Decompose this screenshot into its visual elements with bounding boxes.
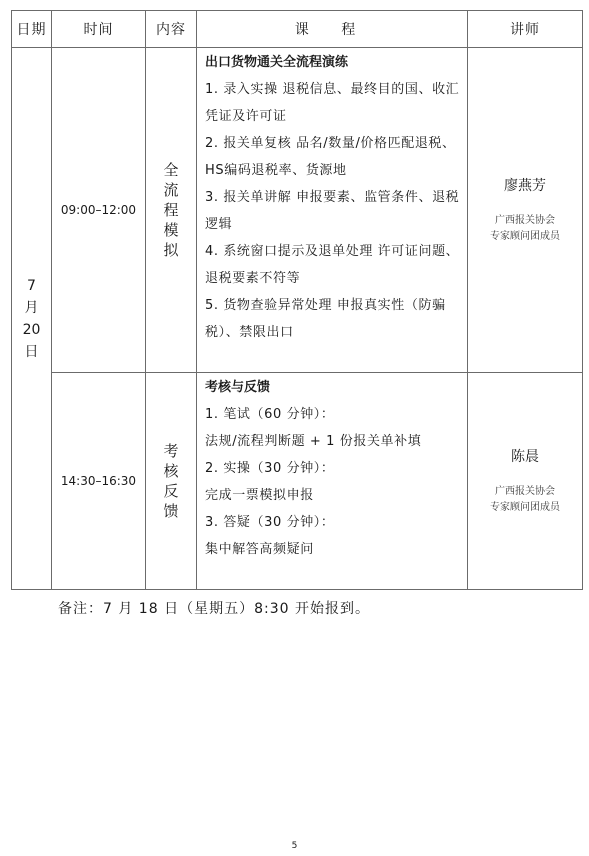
header-course: 课 程	[197, 11, 468, 48]
course-item: 3. 答疑（30 分钟）：	[205, 515, 335, 530]
page-number: 5	[291, 841, 298, 851]
course-title: 考核与反馈	[205, 380, 271, 395]
header-teacher: 讲师	[468, 11, 583, 48]
registration-note: 备注：7 月 18 日（星期五）8:30 开始报到。	[58, 601, 370, 617]
course-item: 3. 报关单讲解 申报要素、监管条件、退税逻辑	[205, 190, 460, 232]
teacher-cell	[468, 373, 583, 590]
content-label: 全流程模拟	[163, 161, 179, 259]
date-day-char: 日	[24, 343, 39, 360]
course-item: 集中解答高频疑问	[205, 542, 314, 557]
course-item: 5. 货物查验异常处理 申报真实性（防骗税）、禁限出口	[205, 298, 446, 340]
teacher-cell	[468, 48, 583, 373]
teacher-org: 广西报关协会	[495, 486, 555, 497]
course-title: 出口货物通关全流程演练	[205, 55, 349, 70]
date-cell	[12, 48, 52, 590]
course-item: 4. 系统窗口提示及退单处理 许可证问题、退税要素不符等	[205, 244, 460, 286]
content-cell	[146, 373, 197, 590]
schedule-table	[11, 10, 583, 590]
course-cell	[197, 373, 468, 590]
course-cell	[197, 48, 468, 373]
table-row	[12, 373, 583, 590]
content-cell	[146, 48, 197, 373]
time-cell: 14:30–16:30	[52, 373, 146, 590]
course-item: 完成一票模拟申报	[205, 488, 314, 503]
course-item: 1. 录入实操 退税信息、最终目的国、收汇凭证及许可证	[205, 82, 460, 124]
course-item: 2. 报关单复核 品名/数量/价格匹配退税、HS编码退税率、货源地	[205, 136, 456, 178]
teacher-role: 专家顾问团成员	[490, 231, 560, 242]
teacher-org: 广西报关协会	[495, 215, 555, 226]
teacher-name: 陈晨	[511, 449, 539, 465]
table-header-row	[12, 11, 583, 48]
course-item: 2. 实操（30 分钟）：	[205, 461, 335, 476]
table-row	[12, 48, 583, 373]
time-cell: 09:00–12:00	[52, 48, 146, 373]
content-label: 考核反馈	[163, 442, 179, 520]
date-day-num: 20	[22, 321, 41, 338]
teacher-name: 廖燕芳	[504, 178, 546, 194]
teacher-role: 专家顾问团成员	[490, 502, 560, 513]
header-content: 内容	[146, 11, 197, 48]
date-month-num: 7	[27, 277, 36, 294]
course-item: 法规/流程判断题 + 1 份报关单补填	[205, 434, 422, 449]
date-month-char: 月	[24, 299, 39, 316]
header-date: 日期	[12, 11, 52, 48]
course-item: 1. 笔试（60 分钟）：	[205, 407, 335, 422]
header-time: 时间	[52, 11, 146, 48]
